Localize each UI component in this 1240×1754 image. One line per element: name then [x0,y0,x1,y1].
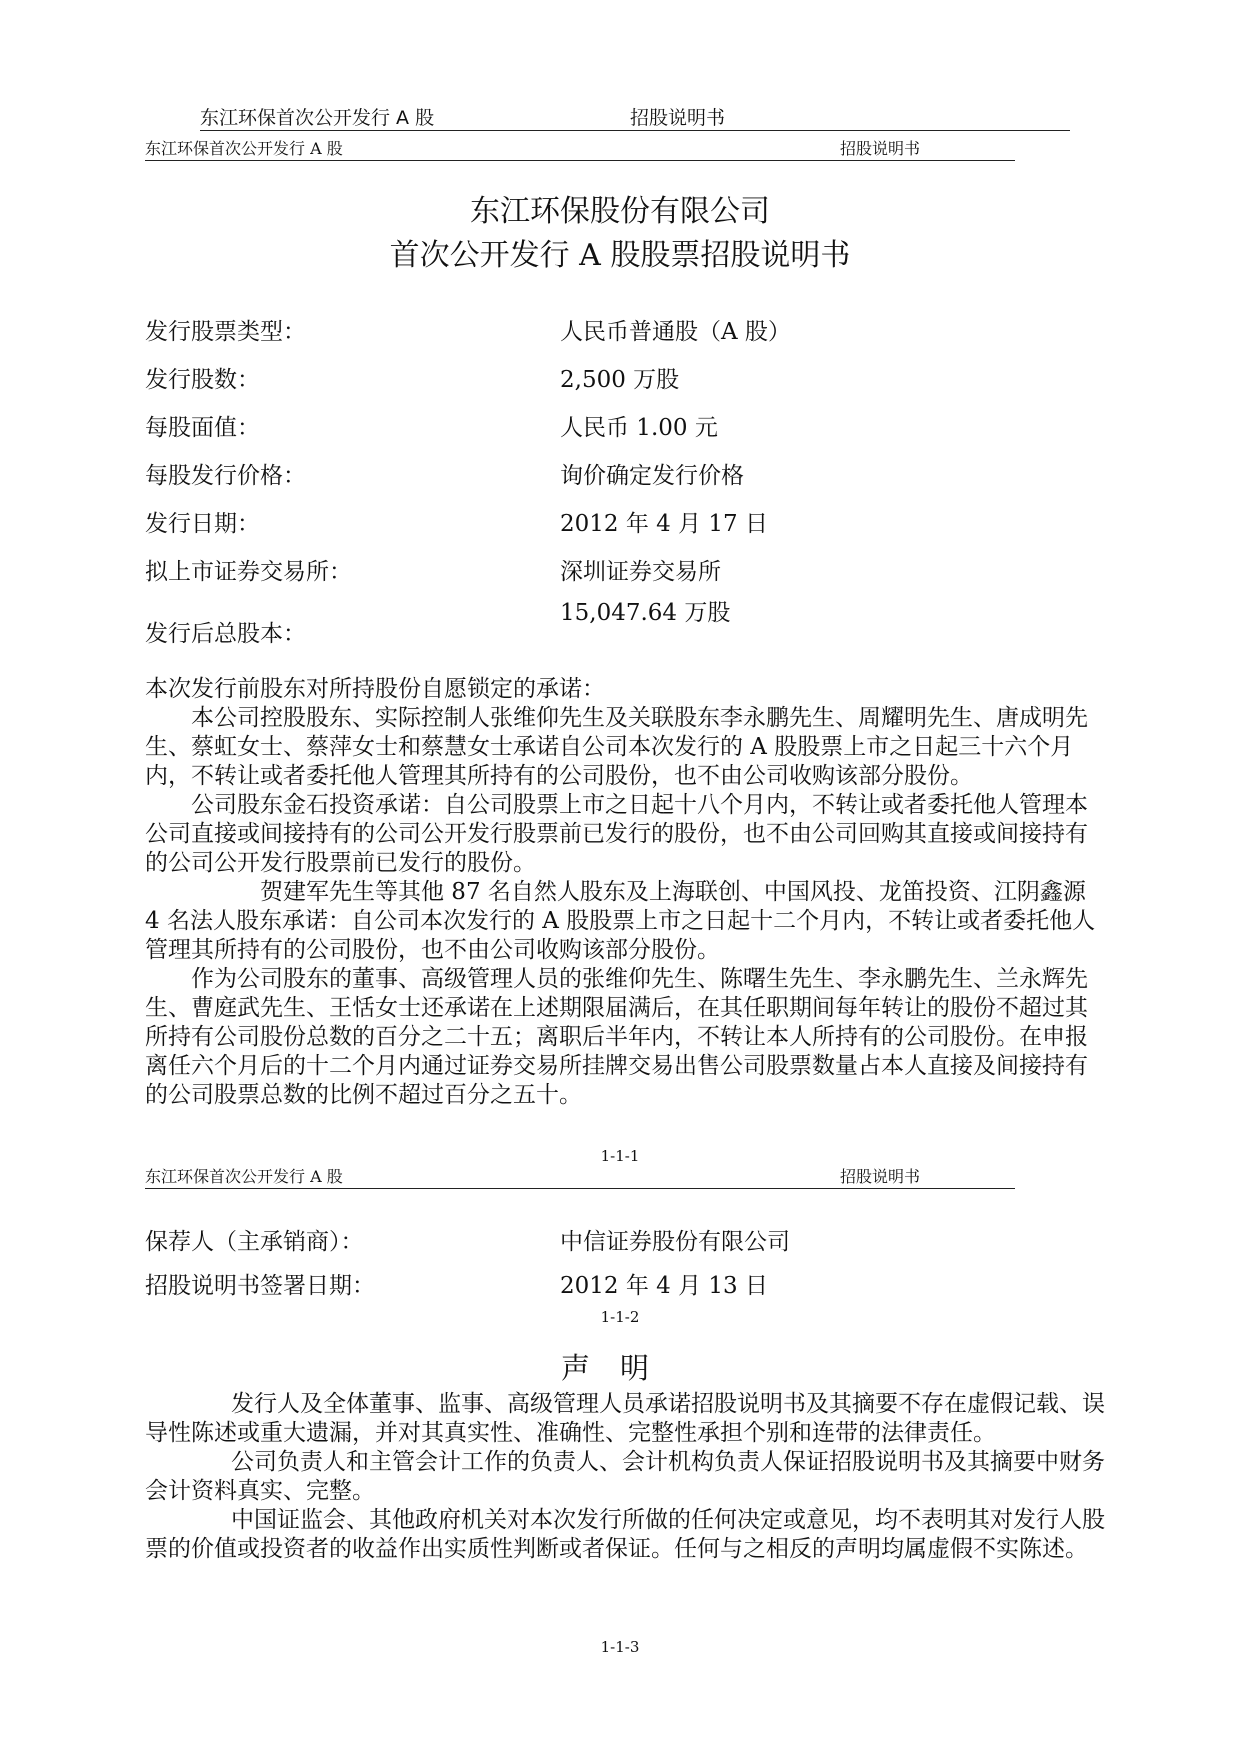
document-title: 东江环保股份有限公司 [470,194,770,229]
info-value: 15,047.64 万股 [560,600,731,626]
document-subtitle: 首次公开发行 A 股股票招股说明书 [389,238,851,273]
page-number: 1-1-3 [600,1638,640,1656]
lockup-section [145,675,1105,1110]
lockup-heading: 本次发行前股东对所持股份自愿锁定的承诺： [145,676,605,702]
declaration-title: 声明 [560,1351,679,1385]
info-label: 发行股票类型： [145,319,306,345]
lockup-paragraph: 本公司控股股东、实际控制人张维仰先生及关联股东李永鹏先生、周耀明先生、唐成明先生、蔡虹女士、蔡萍女士和蔡慧女士承诺自公司本次发行的 A 股股票上市之日起三十六个月内，不转让或者委托他人管理其所持有的公司股份，也不由公司收购该部分股份。 [145,705,1088,789]
running-header-left: 东江环保首次公开发行 A 股 [200,107,435,129]
page-header-right: 招股说明书 [840,139,921,158]
info-value: 2012 年 4 月 13 日 [560,1273,768,1299]
page-number: 1-1-2 [600,1308,640,1326]
page-header-left: 东江环保首次公开发行 A 股 [145,139,343,158]
declaration-paragraph: 公司负责人和主管会计工作的负责人、会计机构负责人保证招股说明书及其摘要中财务会计资料真实、完整。 [145,1449,1105,1504]
running-header-right: 招股说明书 [630,107,726,129]
info-label: 发行股数： [145,367,260,393]
info-label: 招股说明书签署日期： [145,1273,375,1299]
declaration-paragraph: 发行人及全体董事、监事、高级管理人员承诺招股说明书及其摘要不存在虚假记载、误导性陈述或重大遗漏，并对其真实性、准确性、完整性承担个别和连带的法律责任。 [145,1391,1105,1446]
info-value: 人民币普通股（A 股） [560,319,791,345]
page-header [145,134,1015,161]
page-number: 1-1-1 [600,1147,640,1165]
page-header-left: 东江环保首次公开发行 A 股 [145,1167,343,1186]
info-label: 每股发行价格： [145,463,306,489]
info-value: 中信证券股份有限公司 [560,1229,790,1255]
info-value: 询价确定发行价格 [560,463,744,489]
info-label: 发行后总股本： [145,621,306,647]
running-header [200,100,1070,131]
lockup-paragraph: 贺建军先生等其他 87 名自然人股东及上海联创、中国风投、龙笛投资、江阴鑫源 4 名法人股东承诺：自公司本次发行的 A 股股票上市之日起十二个月内，不转让或者委托他人管理其所持有的公司股份，也不由公司收购该部分股份。 [145,879,1096,963]
info-label: 每股面值： [145,415,260,441]
info-value: 2012 年 4 月 17 日 [560,511,768,537]
lockup-paragraph: 公司股东金石投资承诺：自公司股票上市之日起十八个月内，不转让或者委托他人管理本公司直接或间接持有的公司公开发行股票前已发行的股份，也不由公司回购其直接或间接持有的公司公开发行股票前已发行的股份。 [145,792,1088,876]
info-value: 2,500 万股 [560,367,680,393]
page-header-right: 招股说明书 [840,1167,921,1186]
declaration-section [145,1390,1105,1564]
info-label: 发行日期： [145,511,260,537]
page-header [145,1162,1015,1189]
info-value: 深圳证券交易所 [560,559,721,585]
info-label: 拟上市证券交易所： [145,559,352,585]
lockup-paragraph: 作为公司股东的董事、高级管理人员的张维仰先生、陈曙生先生、李永鹏先生、兰永辉先生、曹庭武先生、王恬女士还承诺在上述期限届满后，在其任职期间每年转让的股份不超过其所持有公司股份总数的百分之二十五；离职后半年内，不转让本人所持有的公司股份。在申报离任六个月后的十二个月内通过证券交易所挂牌交易出售公司股票数量占本人直接及间接持有的公司股票总数的比例不超过百分之五十。 [145,966,1088,1108]
declaration-paragraph: 中国证监会、其他政府机关对本次发行所做的任何决定或意见，均不表明其对发行人股票的价值或投资者的收益作出实质性判断或者保证。任何与之相反的声明均属虚假不实陈述。 [145,1507,1105,1562]
info-label: 保荐人（主承销商）： [145,1229,364,1255]
info-value: 人民币 1.00 元 [560,415,718,441]
